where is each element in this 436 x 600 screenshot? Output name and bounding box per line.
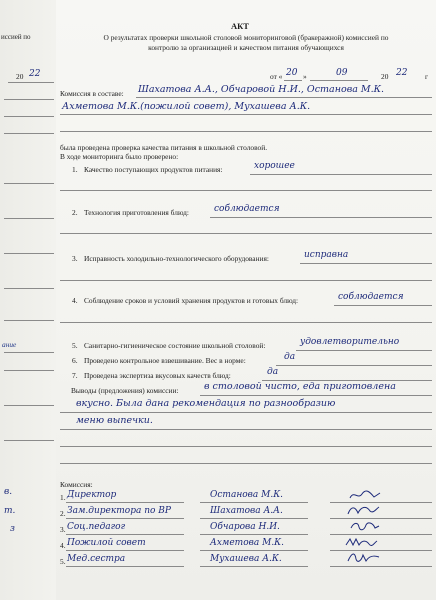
conclusions-label: Выводы (предложения) комиссии: bbox=[71, 386, 179, 395]
commission-rule-2 bbox=[60, 114, 432, 115]
signature-row-5-role: Мед.сестра bbox=[67, 554, 126, 564]
item-6-number: 6. bbox=[72, 356, 78, 365]
margin-rule bbox=[4, 320, 54, 321]
date-suffix: г bbox=[425, 72, 429, 81]
margin-rule bbox=[4, 370, 54, 371]
margin-rule bbox=[4, 116, 54, 117]
item-4-number: 4. bbox=[72, 296, 78, 305]
signature-row-4-name: Ахметова М.К. bbox=[210, 538, 284, 548]
item-3-number: 3. bbox=[72, 254, 78, 263]
margin-hw-1: в. bbox=[4, 487, 13, 497]
conclusions-rule-1 bbox=[200, 395, 432, 396]
signature-row-3-name-rule bbox=[200, 534, 308, 535]
date-year-prefix: 20 bbox=[381, 72, 389, 81]
date-prefix: от « bbox=[270, 72, 283, 81]
signature-row-1-role-rule bbox=[66, 502, 184, 503]
margin-rule bbox=[4, 440, 54, 441]
item-2-number: 2. bbox=[72, 208, 78, 217]
commission-label: Комиссия в составе: bbox=[60, 89, 124, 98]
signature-row-2-role: Зам.директора по ВР bbox=[67, 506, 171, 516]
intro-line-2: В ходе мониторинга было проверено: bbox=[60, 152, 179, 161]
signature-row-2-name-rule bbox=[200, 518, 308, 519]
date-mid: » bbox=[303, 72, 307, 81]
item-1-label: Качество поступающих продуктов питания: bbox=[84, 165, 223, 174]
item-1-extra-rule bbox=[60, 190, 432, 191]
item-5-label: Санитарно-гигиеническое состояние школьной столовой: bbox=[84, 341, 266, 350]
item-2-rule bbox=[210, 217, 432, 218]
item-4-label: Соблюдение сроков и условий хранения продуктов и готовых блюд: bbox=[84, 296, 299, 305]
item-2-extra-rule bbox=[60, 233, 432, 234]
item-4-rule bbox=[334, 305, 432, 306]
item-6-value: да bbox=[284, 352, 296, 362]
conclusions-rule-3 bbox=[60, 429, 432, 430]
signature-row-4-name-rule bbox=[200, 550, 308, 551]
item-2-label: Технология приготовления блюд: bbox=[84, 208, 189, 217]
signature-row-3-role-rule bbox=[66, 534, 184, 535]
item-3-label: Исправность холодильно-технологического оборудования: bbox=[84, 254, 269, 263]
signature-row-1-name-rule bbox=[200, 502, 308, 503]
item-6-rule bbox=[276, 365, 432, 366]
signature-row-1-number: 1. bbox=[60, 493, 66, 502]
item-4-value: соблюдается bbox=[338, 292, 404, 302]
margin-hw-2: т. bbox=[4, 506, 16, 516]
margin-top-text: иссией по bbox=[1, 33, 31, 41]
margin-rule bbox=[8, 82, 54, 83]
conclusions-rule-2 bbox=[60, 412, 432, 413]
margin-rule bbox=[4, 288, 54, 289]
commission-rule-1 bbox=[136, 97, 432, 98]
commission-rule-3 bbox=[60, 131, 432, 132]
signature-row-5-mark bbox=[346, 550, 380, 564]
item-3-rule bbox=[300, 263, 432, 264]
intro-line-1: была проведена проверка качества питания в школьной столовой. bbox=[60, 143, 268, 152]
item-7-value: да bbox=[267, 367, 279, 377]
signature-row-1-role: Директор bbox=[67, 490, 117, 500]
signature-row-1-name: Останова М.К. bbox=[210, 490, 284, 500]
item-1-rule bbox=[250, 174, 432, 175]
margin-date-year: 22 bbox=[29, 69, 41, 79]
signature-row-3-role: Соц.педагог bbox=[67, 522, 126, 532]
item-3-extra-rule bbox=[60, 280, 432, 281]
commission-members-line-1: Шахатова А.А., Обчаровой Н.И., Останова М.К. bbox=[138, 84, 385, 95]
item-1-number: 1. bbox=[72, 165, 78, 174]
date-day: 20 bbox=[286, 68, 298, 78]
item-5-rule bbox=[296, 350, 432, 351]
conclusions-rule-4 bbox=[60, 446, 432, 447]
margin-rule bbox=[4, 218, 54, 219]
signature-row-5-name: Мухашева А.К. bbox=[210, 554, 282, 564]
item-5-number: 5. bbox=[72, 341, 78, 350]
signature-row-1-mark bbox=[348, 488, 382, 502]
conclusions-line-3: меню выпечки. bbox=[76, 415, 153, 426]
conclusions-line-1: в столовой чисто, еда приготовлена bbox=[204, 381, 396, 392]
signature-row-2-mark bbox=[346, 503, 380, 517]
conclusions-rule-5 bbox=[60, 463, 432, 464]
item-7-label: Проведена экспертиза вкусовых качеств блюд: bbox=[84, 371, 231, 380]
signature-row-5-sign-rule bbox=[330, 566, 432, 567]
commission-members-line-2: Ахметова М.К.(пожилой совет), Мухашева А.К. bbox=[62, 101, 311, 112]
act-subtitle-line-1: О результатах проверки школьной столовой мониторинговой (бракеражной) комиссией по bbox=[103, 33, 389, 42]
item-5-value: удовлетворительно bbox=[300, 337, 400, 347]
margin-rule bbox=[4, 183, 54, 184]
item-6-label: Проведено контрольное взвешивание. Вес в норме: bbox=[84, 356, 246, 365]
signature-row-4-role-rule bbox=[66, 550, 184, 551]
signature-row-2-role-rule bbox=[66, 518, 184, 519]
act-subtitle-line-2: контролю за организацией и качеством питания обучающихся bbox=[148, 43, 344, 52]
margin-hw-3: з bbox=[10, 524, 15, 534]
margin-rule bbox=[4, 133, 54, 134]
margin-rule bbox=[4, 405, 54, 406]
signatures-label: Комиссия: bbox=[60, 480, 93, 489]
item-3-value: исправна bbox=[304, 250, 349, 260]
margin-date-prefix: 20 bbox=[16, 72, 24, 81]
date-year: 22 bbox=[396, 68, 408, 78]
signature-row-5-role-rule bbox=[66, 566, 184, 567]
act-title: АКТ bbox=[231, 21, 249, 31]
signature-row-2-number: 2. bbox=[60, 509, 66, 518]
item-4-extra-rule bbox=[60, 322, 432, 323]
signature-row-4-mark bbox=[344, 535, 378, 549]
signature-row-5-name-rule bbox=[200, 566, 308, 567]
signature-row-3-number: 3. bbox=[60, 525, 66, 534]
margin-rule bbox=[4, 253, 54, 254]
conclusions-line-2: вкусно. Была дана рекомендация по разнообразию bbox=[76, 398, 336, 409]
margin-rule bbox=[4, 99, 54, 100]
item-1-value: хорошее bbox=[254, 161, 295, 171]
date-day-rule bbox=[284, 80, 302, 81]
signature-row-4-number: 4. bbox=[60, 541, 66, 550]
margin-rule bbox=[4, 352, 54, 353]
date-month: 09 bbox=[336, 68, 348, 78]
date-month-rule bbox=[310, 80, 368, 81]
signature-row-3-mark bbox=[348, 519, 382, 533]
signature-row-2-name: Шахатова А.А. bbox=[210, 506, 283, 516]
signature-row-5-number: 5. bbox=[60, 557, 66, 566]
item-7-number: 7. bbox=[72, 371, 78, 380]
signature-row-4-role: Пожилой совет bbox=[67, 538, 146, 548]
item-2-value: соблюдается bbox=[214, 204, 280, 214]
margin-side-word: ание bbox=[2, 340, 17, 349]
signature-row-3-name: Обчарова Н.И. bbox=[210, 522, 280, 532]
